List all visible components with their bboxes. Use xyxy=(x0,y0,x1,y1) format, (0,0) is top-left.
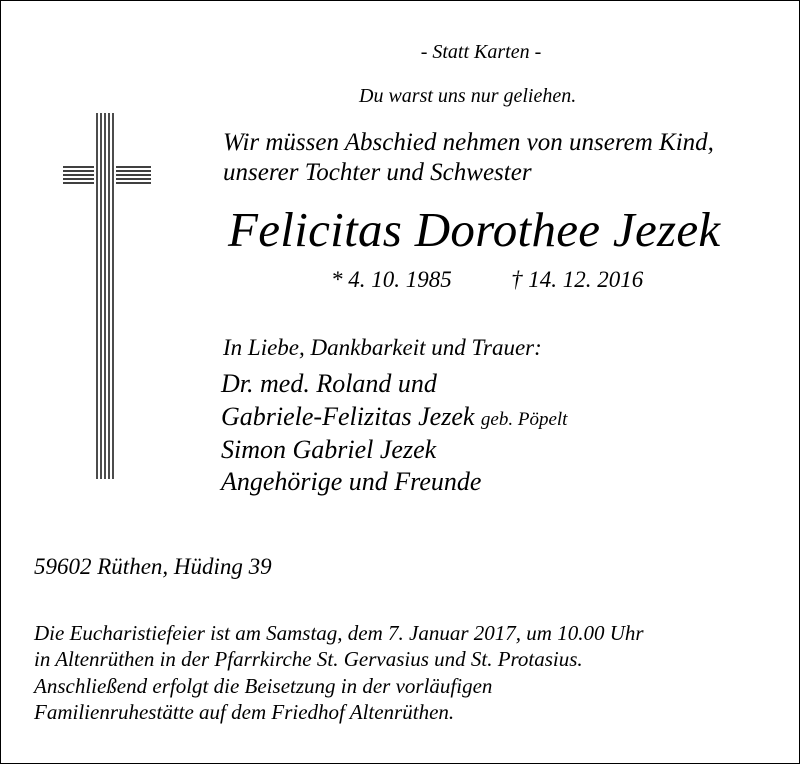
family-line-4: Angehörige und Freunde xyxy=(221,467,482,496)
cross-icon xyxy=(61,111,153,481)
service-line-2: in Altenrüthen in der Pfarrkirche St. Gervasius und St. Protasius. xyxy=(34,647,583,671)
subheader-quote: Du warst uns nur geliehen. xyxy=(359,85,577,107)
birth-date: * 4. 10. 1985 xyxy=(331,267,452,292)
family-line-1: Dr. med. Roland und xyxy=(221,369,437,398)
family-line-2-name: Gabriele-Felizitas Jezek xyxy=(221,402,475,431)
family-line-3: Simon Gabriel Jezek xyxy=(221,435,437,464)
intro-line-2: unserer Tochter und Schwester xyxy=(223,159,532,186)
service-line-4: Familienruhestätte auf dem Friedhof Altenrüthen. xyxy=(34,700,455,724)
intro-line-1: Wir müssen Abschied nehmen von unserem Kind, xyxy=(223,129,714,156)
address: 59602 Rüthen, Hüding 39 xyxy=(34,554,272,579)
mourning-line: In Liebe, Dankbarkeit und Trauer: xyxy=(223,335,542,360)
family-line-2-nee: geb. Pöpelt xyxy=(480,409,568,430)
deceased-name: Felicitas Dorothee Jezek xyxy=(228,202,721,257)
header-statt-karten: - Statt Karten - xyxy=(420,41,542,63)
service-line-1: Die Eucharistiefeier ist am Samstag, dem 7. Januar 2017, um 10.00 Uhr xyxy=(34,621,644,645)
death-date: † 14. 12. 2016 xyxy=(511,267,644,292)
service-line-3: Anschließend erfolgt die Beisetzung in der vorläufigen xyxy=(34,674,493,698)
family-line-2 xyxy=(221,402,567,432)
